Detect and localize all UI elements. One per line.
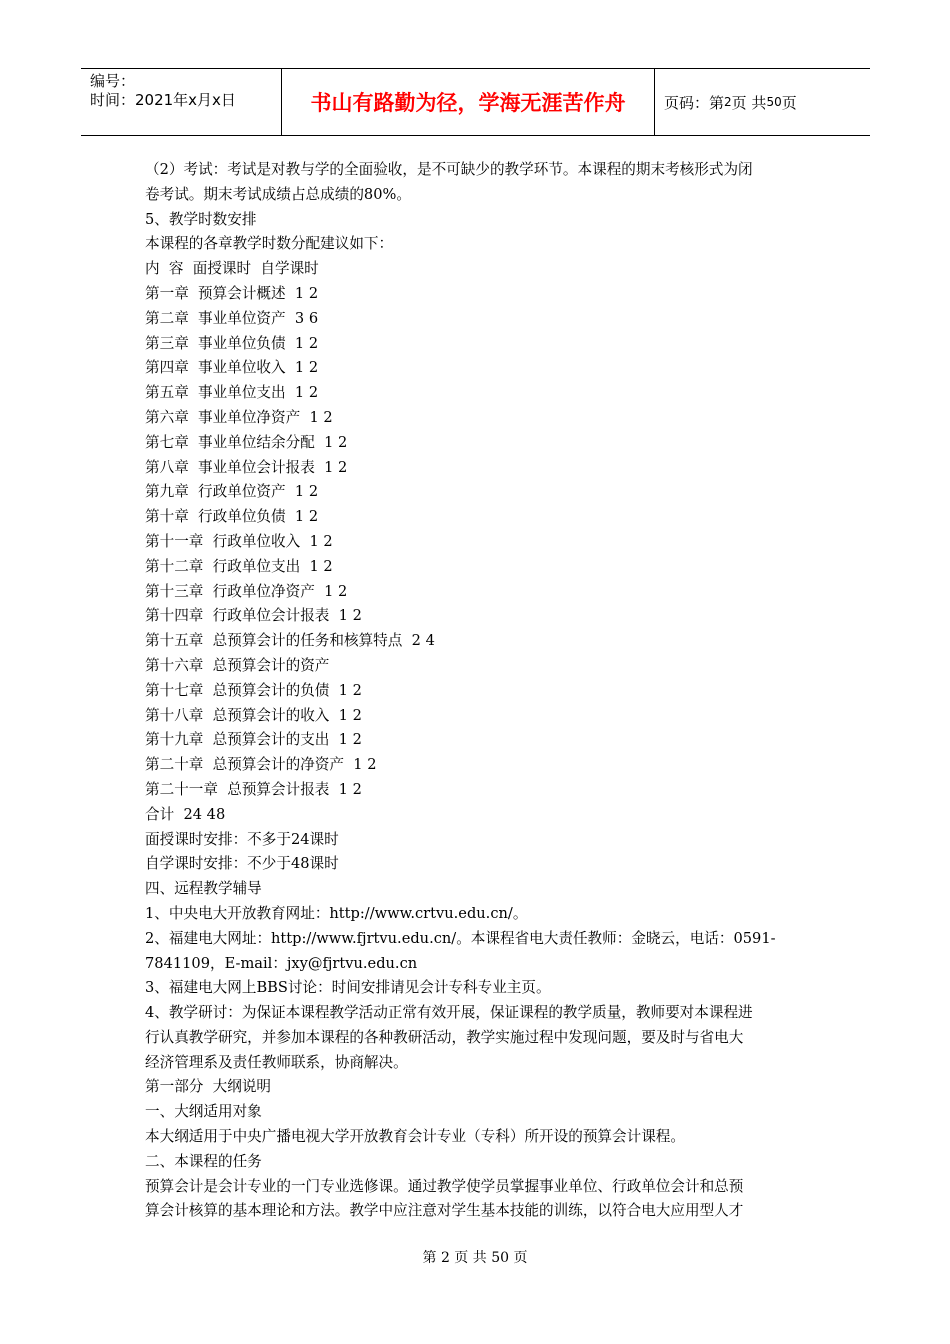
body-line: 算会计核算的基本理论和方法。教学中应注意对学生基本技能的训练，以符合电大应用型人才 xyxy=(145,1202,744,1220)
body-line: 第十三章 行政单位净资产 1 2 xyxy=(145,582,348,600)
body-line: 第二章 事业单位资产 3 6 xyxy=(145,309,319,327)
header-page-mid: 页 共 xyxy=(731,93,767,112)
page-footer: 第 2 页 共 50 页 xyxy=(422,1250,528,1266)
body-line: 5、教学时数安排 xyxy=(145,210,257,228)
body-line: 第八章 事业单位会计报表 1 2 xyxy=(145,458,348,476)
body-line: 第六章 事业单位净资产 1 2 xyxy=(145,408,333,426)
document-body xyxy=(145,158,810,1224)
body-line: （2）考试：考试是对教与学的全面验收，是不可缺少的教学环节。本课程的期末考核形式为闭 xyxy=(145,161,753,178)
body-line: 第二十章 总预算会计的净资产 1 2 xyxy=(145,756,377,774)
header-motto: 书山有路勤为径，学海无涯苦作舟 xyxy=(282,69,655,135)
body-line: 第十一章 行政单位收入 1 2 xyxy=(145,532,333,550)
body-line: 卷考试。期末考试成绩占总成绩的80%。 xyxy=(145,185,411,203)
body-line: 第十章 行政单位负债 1 2 xyxy=(145,508,319,526)
body-line: 第十四章 行政单位会计报表 1 2 xyxy=(145,607,362,625)
body-line: 面授课时安排：不多于24课时 xyxy=(145,830,339,848)
body-line: 第十九章 总预算会计的支出 1 2 xyxy=(145,731,362,749)
header-number-label: 编号： xyxy=(90,72,136,90)
body-line: 第十六章 总预算会计的资产 xyxy=(145,656,330,674)
header-date: 时间：2021年x月x日 xyxy=(90,91,236,109)
body-line: 第十七章 总预算会计的负债 1 2 xyxy=(145,681,362,699)
body-line: 第五章 事业单位支出 1 2 xyxy=(145,384,319,402)
body-line: 第九章 行政单位资产 1 2 xyxy=(145,483,319,501)
header-page-info xyxy=(655,69,870,135)
body-line: 二、本课程的任务 xyxy=(145,1152,262,1170)
body-line: 第一章 预算会计概述 1 2 xyxy=(145,284,319,302)
body-line: 第三章 事业单位负债 1 2 xyxy=(145,334,319,352)
body-line: 经济管理系及责任教师联系，协商解决。 xyxy=(145,1053,408,1071)
page-header xyxy=(81,68,870,136)
body-line: 第十八章 总预算会计的收入 1 2 xyxy=(145,706,362,724)
body-line: 第十二章 行政单位支出 1 2 xyxy=(145,557,333,575)
body-line: 一、大纲适用对象 xyxy=(145,1103,262,1121)
body-line: 第四章 事业单位收入 1 2 xyxy=(145,359,319,377)
header-page-total: 50 xyxy=(766,95,782,109)
body-line: 内 容 面授课时 自学课时 xyxy=(145,260,319,278)
body-line: 2、福建电大网址：http://www.fjrtvu.edu.cn/。本课程省电大责任教师：金晓云，电话：0591- xyxy=(145,929,776,947)
body-line: 行认真教学研究，并参加本课程的各种教研活动，教学实施过程中发现问题，要及时与省电大 xyxy=(145,1028,744,1046)
body-line: 4、教学研讨：为保证本课程教学活动正常有效开展，保证课程的教学质量，教师要对本课程进 xyxy=(145,1004,753,1022)
header-page-prefix: 页码：第 xyxy=(664,93,725,112)
header-page-suffix: 页 xyxy=(781,93,797,112)
header-page-num: 2 xyxy=(724,95,732,109)
body-line: 四、远程教学辅导 xyxy=(145,880,262,898)
body-line: 第十五章 总预算会计的任务和核算特点 2 4 xyxy=(145,632,435,650)
body-line: 自学课时安排：不少于48课时 xyxy=(145,855,339,873)
body-line: 第一部分 大纲说明 xyxy=(145,1078,272,1096)
header-meta xyxy=(81,69,282,135)
body-line: 1、中央电大开放教育网址：http://www.crtvu.edu.cn/。 xyxy=(145,904,528,922)
body-line: 本课程的各章教学时数分配建议如下： xyxy=(145,235,394,253)
body-line: 本大纲适用于中央广播电视大学开放教育会计专业（专科）所开设的预算会计课程。 xyxy=(145,1128,685,1146)
body-line: 合计 24 48 xyxy=(145,805,226,823)
body-line: 预算会计是会计专业的一门专业选修课。通过教学使学员掌握事业单位、行政单位会计和总预 xyxy=(145,1177,744,1195)
body-line: 7841109，E-mail：jxy@fjrtvu.edu.cn xyxy=(145,954,418,972)
body-line: 第七章 事业单位结余分配 1 2 xyxy=(145,433,348,451)
body-line: 第二十一章 总预算会计报表 1 2 xyxy=(145,780,362,798)
body-line: 3、福建电大网上BBS讨论：时间安排请见会计专科专业主页。 xyxy=(145,979,551,997)
